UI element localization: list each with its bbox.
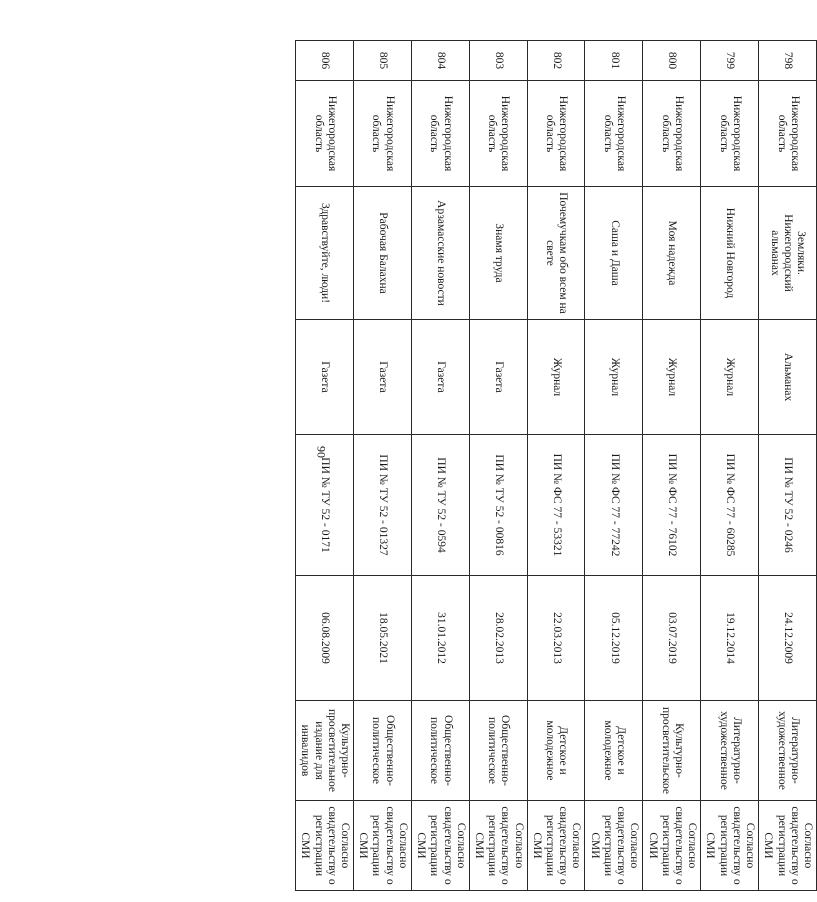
region-cell: Нижегородская область bbox=[411, 81, 469, 187]
note-cell: Согласно свидетельству о регистрации СМИ bbox=[643, 801, 701, 891]
title-cell: Почемучкам обо всем на свете bbox=[527, 187, 585, 320]
row-number: 801 bbox=[585, 41, 643, 81]
row-number: 806 bbox=[296, 41, 354, 81]
registration-number-cell: ПИ № ФС 77 - 76102 bbox=[643, 435, 701, 576]
table-row bbox=[354, 41, 412, 891]
table-row bbox=[469, 41, 527, 891]
row-number: 798 bbox=[759, 41, 817, 81]
region-cell: Нижегородская область bbox=[354, 81, 412, 187]
note-cell: Согласно свидетельству о регистрации СМИ bbox=[411, 801, 469, 891]
table-row bbox=[527, 41, 585, 891]
date-cell: 19.12.2014 bbox=[701, 576, 759, 701]
date-cell: 06.08.2009 bbox=[296, 576, 354, 701]
row-number: 802 bbox=[527, 41, 585, 81]
registration-number-cell: ПИ № ФС 77 - 60285 bbox=[701, 435, 759, 576]
note-cell: Согласно свидетельству о регистрации СМИ bbox=[759, 801, 817, 891]
registration-number-cell: ПИ № ТУ 52 - 00816 bbox=[469, 435, 527, 576]
theme-cell: Общественно-политическое bbox=[411, 701, 469, 801]
type-cell: Альманах bbox=[759, 320, 817, 435]
region-cell: Нижегородская область bbox=[643, 81, 701, 187]
theme-cell: Литературно-художественное bbox=[759, 701, 817, 801]
theme-cell: Детское и молодежное bbox=[585, 701, 643, 801]
type-cell: Газета bbox=[411, 320, 469, 435]
title-cell: Нижний Новгород bbox=[701, 187, 759, 320]
note-cell: Согласно свидетельству о регистрации СМИ bbox=[585, 801, 643, 891]
title-cell: Знамя труда bbox=[469, 187, 527, 320]
table-row bbox=[643, 41, 701, 891]
type-cell: Журнал bbox=[643, 320, 701, 435]
registration-number-cell: ПИ № ТУ 52 - 0246 bbox=[759, 435, 817, 576]
title-cell: Арзамасские новости bbox=[411, 187, 469, 320]
date-cell: 18.05.2021 bbox=[354, 576, 412, 701]
theme-cell: Общественно-политическое bbox=[469, 701, 527, 801]
note-cell: Согласно свидетельству о регистрации СМИ bbox=[296, 801, 354, 891]
title-cell: Земляки. Нижегородский альманах bbox=[759, 187, 817, 320]
date-cell: 28.02.2013 bbox=[469, 576, 527, 701]
date-cell: 24.12.2009 bbox=[759, 576, 817, 701]
registration-number-cell: ПИ № ФС 77 - 77242 bbox=[585, 435, 643, 576]
table-row bbox=[759, 41, 817, 891]
theme-cell: Культурно-просветительское bbox=[643, 701, 701, 801]
theme-cell: Общественно-политическое bbox=[354, 701, 412, 801]
table-row bbox=[701, 41, 759, 891]
row-number: 803 bbox=[469, 41, 527, 81]
theme-cell: Детское и молодежное bbox=[527, 701, 585, 801]
row-number: 805 bbox=[354, 41, 412, 81]
publications-table bbox=[295, 40, 817, 891]
date-cell: 22.03.2013 bbox=[527, 576, 585, 701]
title-cell: Саша и Даша bbox=[585, 187, 643, 320]
region-cell: Нижегородская область bbox=[527, 81, 585, 187]
theme-cell: Литературно-художественное bbox=[701, 701, 759, 801]
registration-number-cell: ПИ № ТУ 52 - 0594 bbox=[411, 435, 469, 576]
page-number: 90 bbox=[314, 446, 329, 458]
registration-number-cell: ПИ № ТУ 52 - 01327 bbox=[354, 435, 412, 576]
region-cell: Нижегородская область bbox=[585, 81, 643, 187]
registration-number-cell: ПИ № ТУ 52 - 0171 bbox=[296, 435, 354, 576]
row-number: 804 bbox=[411, 41, 469, 81]
title-cell: Здравствуйте, люди! bbox=[296, 187, 354, 320]
registration-number-cell: ПИ № ФС 77 - 53321 bbox=[527, 435, 585, 576]
note-cell: Согласно свидетельству о регистрации СМИ bbox=[701, 801, 759, 891]
region-cell: Нижегородская область bbox=[469, 81, 527, 187]
type-cell: Журнал bbox=[701, 320, 759, 435]
note-cell: Согласно свидетельству о регистрации СМИ bbox=[527, 801, 585, 891]
region-cell: Нижегородская область bbox=[759, 81, 817, 187]
note-cell: Согласно свидетельству о регистрации СМИ bbox=[469, 801, 527, 891]
date-cell: 31.01.2012 bbox=[411, 576, 469, 701]
title-cell: Рабочая Балахна bbox=[354, 187, 412, 320]
date-cell: 05.12.2019 bbox=[585, 576, 643, 701]
table-row bbox=[411, 41, 469, 891]
region-cell: Нижегородская область bbox=[296, 81, 354, 187]
type-cell: Газета bbox=[296, 320, 354, 435]
table-row bbox=[585, 41, 643, 891]
table-row bbox=[296, 41, 354, 891]
row-number: 799 bbox=[701, 41, 759, 81]
type-cell: Газета bbox=[469, 320, 527, 435]
region-cell: Нижегородская область bbox=[701, 81, 759, 187]
theme-cell: Культурно-просветительное издание для инвалидов bbox=[296, 701, 354, 801]
type-cell: Журнал bbox=[585, 320, 643, 435]
title-cell: Моя надежда bbox=[643, 187, 701, 320]
date-cell: 03.07.2019 bbox=[643, 576, 701, 701]
type-cell: Журнал bbox=[527, 320, 585, 435]
type-cell: Газета bbox=[354, 320, 412, 435]
note-cell: Согласно свидетельству о регистрации СМИ bbox=[354, 801, 412, 891]
row-number: 800 bbox=[643, 41, 701, 81]
